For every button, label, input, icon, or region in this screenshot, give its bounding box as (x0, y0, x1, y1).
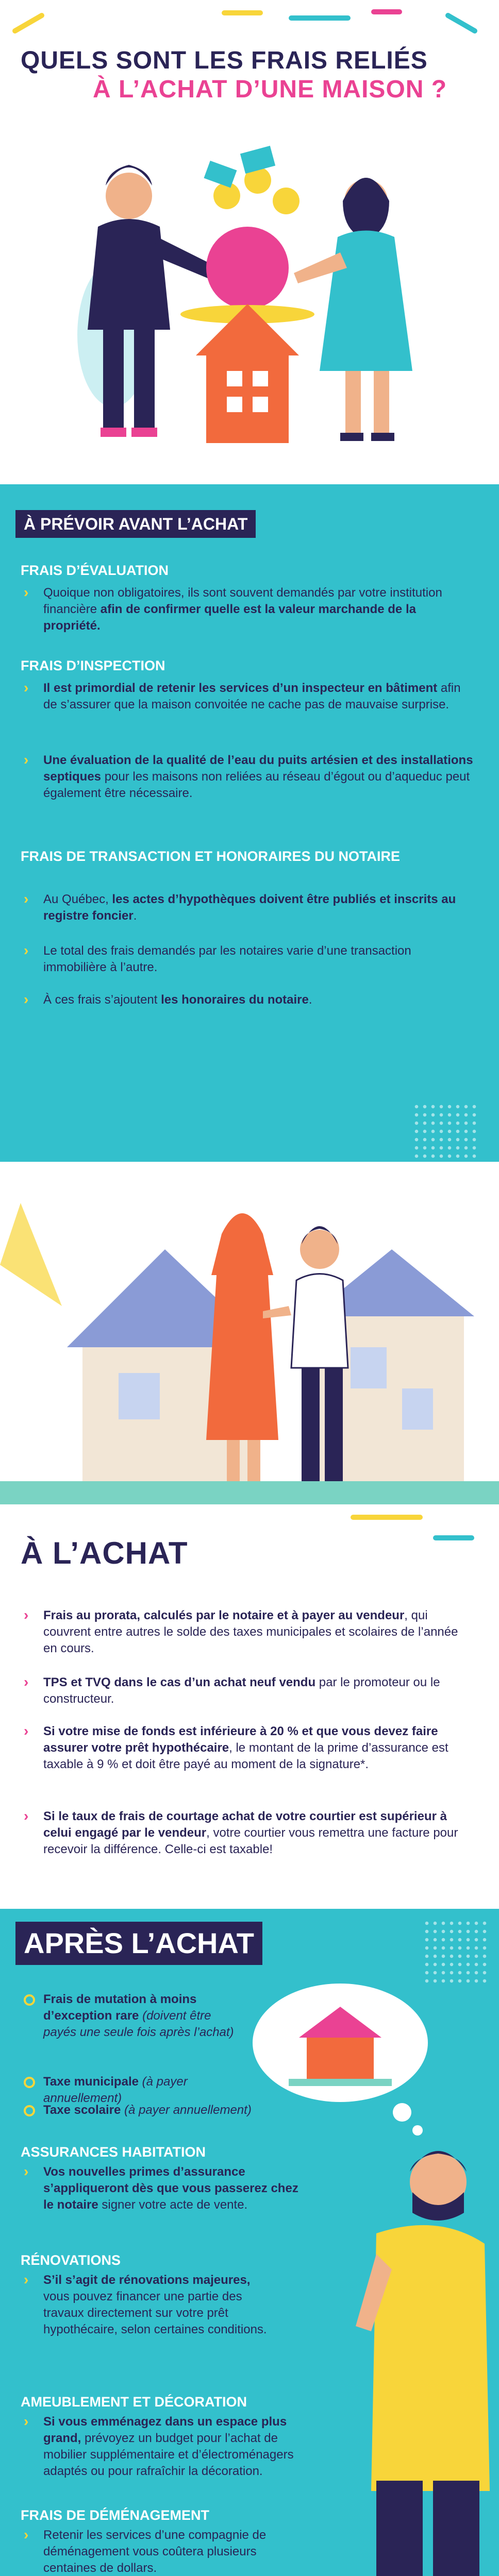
at-item-2: › TPS et TVQ dans le cas d’un achat neuf vendu par le promoteur ou le constructeur. (24, 1674, 440, 1706)
title-line1: QUELS SONT LES FRAIS RELIÉS (21, 47, 428, 74)
decor-stripe (351, 1515, 423, 1520)
transaction-item-1: › Au Québec, les actes d’hypothèques doivent être publiés et inscrits au registre foncier. (24, 891, 456, 923)
after-top-item-1: Frais de mutation à moins d’exception rare (doivent être payés une seule fois après l’achat) (21, 1991, 242, 2041)
chevron-right-icon: › (24, 2163, 29, 2179)
moving-heading: FRAIS DE DÉMÉNAGEMENT (21, 2507, 210, 2523)
title-line2: À L’ACHAT D’UNE MAISON ? (93, 76, 447, 103)
bullet-ring-icon (24, 2077, 35, 2088)
header-section (0, 0, 499, 484)
moving-item: › Retenir les services d’une compagnie de déménagement vous coûtera plusieurs centaines de dollars. (24, 2527, 267, 2575)
inspection-item-1: › Il est primordial de retenir les services d’un inspecteur en bâtiment afin de s’assurer que la maison convoitée ne cache pas de mauvaise surprise. (24, 680, 461, 711)
chevron-right-icon: › (24, 1674, 29, 1690)
chevron-right-icon: › (24, 942, 29, 958)
transaction-item-2: › Le total des frais demandés par les notaires varie d’une transaction immobilière à l’autre. (24, 942, 411, 974)
chevron-right-icon: › (24, 2413, 29, 2429)
chevron-right-icon: › (24, 680, 29, 696)
renov-item: › S’il s’agit de rénovations majeures, vous pouvez financer une partie des travaux directement sur votre prêt hypothécaire, selon certaines conditions. (24, 2272, 267, 2336)
chevron-right-icon: › (24, 891, 29, 907)
bullet-ring-icon (24, 2105, 35, 2116)
chevron-right-icon: › (24, 2527, 29, 2543)
after-banner: APRÈS L’ACHAT (15, 1922, 262, 1965)
chevron-right-icon: › (24, 991, 29, 1007)
bullet-ring-icon (24, 1994, 35, 2006)
decor-stripe (444, 12, 478, 35)
chevron-right-icon: › (24, 584, 29, 600)
before-banner: À PRÉVOIR AVANT L’ACHAT (15, 510, 256, 538)
house-illustration-section (0, 1162, 499, 1504)
after-purchase-section (0, 1909, 499, 2576)
transaction-heading: FRAIS DE TRANSACTION ET HONORAIRES DU NOTAIRE (21, 849, 401, 864)
chevron-right-icon: › (24, 1808, 29, 1824)
evaluation-heading: FRAIS D’ÉVALUATION (21, 563, 169, 578)
house-couple-illustration (0, 1162, 499, 1504)
decor-heading: AMEUBLEMENT ET DÉCORATION (21, 2394, 247, 2410)
page-title (21, 46, 474, 104)
couple-illustration (52, 118, 454, 479)
at-item-4: › Si le taux de frais de courtage achat de votre courtier est supérieur à celui engagé par le vendeur, votre courtier vous remettra une facture pour recevoir la différence. Celle-ci est taxable! (24, 1808, 458, 1856)
chevron-right-icon: › (24, 752, 29, 768)
insurance-heading: ASSURANCES HABITATION (21, 2144, 206, 2160)
at-item-3: › Si votre mise de fonds est inférieure à 20 % et que vous devez faire assurer votre prêt hypothécaire, le montant de la prime d’assurance est taxable à 9 % et doit être payé au moment de la signature*. (24, 1723, 448, 1771)
renov-heading: RÉNOVATIONS (21, 2252, 121, 2268)
evaluation-item: › Quoique non obligatoires, ils sont souvent demandés par votre institution financière afin de confirmer quelle est la valeur marchande de la propriété. (24, 584, 442, 633)
decor-item: › Si vous emménagez dans un espace plus grand, prévoyez un budget pour l’achat de mobilier supplémentaire et d’électroménagers adaptés ou pour rafraîchir la décoration. (24, 2413, 294, 2478)
after-top-item-2: Taxe municipale (à payer annuellement) (21, 2074, 268, 2107)
insurance-item: › Vos nouvelles primes d’assurance s’appliqueront dès que vous passerez chez le notaire signer votre acte de vente. (24, 2163, 298, 2212)
at-purchase-section (0, 1504, 499, 1909)
decor-stripe (11, 12, 45, 35)
chevron-right-icon: › (24, 1607, 29, 1623)
thinking-man-illustration (247, 1965, 490, 2576)
decor-stripe (433, 1535, 474, 1540)
at-purchase-title: À L’ACHAT (21, 1536, 188, 1570)
inspection-item-2: › Une évaluation de la qualité de l’eau du puits artésien et des installations septiques pour les maisons non reliées au réseau d’égout ou d’aqueduc peut également être nécessaire. (24, 752, 473, 800)
inspection-heading: FRAIS D’INSPECTION (21, 658, 165, 673)
before-purchase-section (0, 484, 499, 1162)
chevron-right-icon: › (24, 1723, 29, 1739)
decor-stripe (222, 10, 263, 15)
transaction-item-3: › À ces frais s’ajoutent les honoraires du notaire. (24, 991, 312, 1007)
decor-stripe (289, 15, 351, 21)
at-item-1: › Frais au prorata, calculés par le notaire et à payer au vendeur, qui couvrent entre autres le solde des taxes municipales et scolaires de l’année en cours. (24, 1607, 458, 1655)
after-top-item-3: Taxe scolaire (à payer annuellement) (21, 2102, 268, 2119)
decor-stripe (371, 9, 402, 14)
decor-dots (412, 1103, 479, 1162)
chevron-right-icon: › (24, 2272, 29, 2287)
